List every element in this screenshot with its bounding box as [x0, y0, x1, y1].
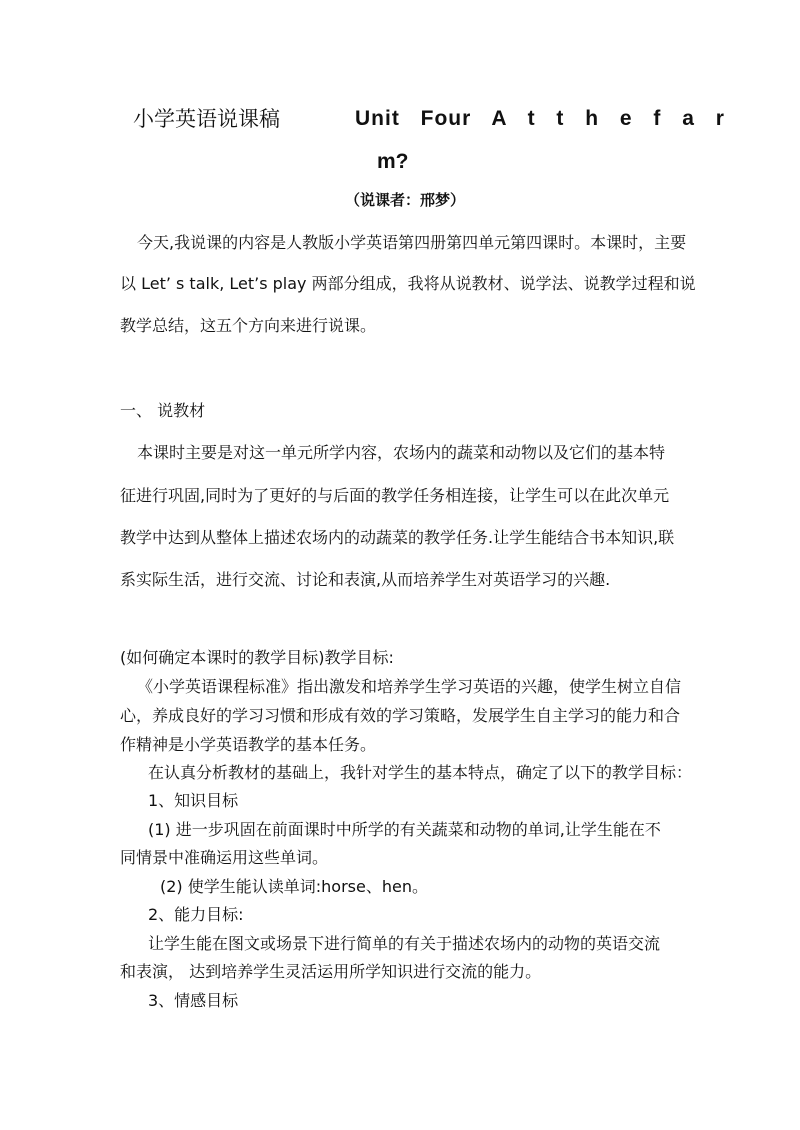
ability-line: 和表演， 达到培养学生灵活运用所学知识进行交流的能力。	[120, 962, 542, 981]
byline: （说课者：邢梦）	[345, 191, 466, 209]
emotion-heading: 3、情感目标	[148, 991, 239, 1010]
intro-line: 以 Let’ s talk, Let’s play 两部分组成，我将从说教材、说学法、说教学过程和说	[120, 274, 696, 293]
section-paragraph-line: 系实际生活，进行交流、讨论和表演,从而培养学生对英语学习的兴趣.	[120, 570, 611, 589]
section-paragraph-line: 征进行巩固,同时为了更好的与后面的教学任务相连接，让学生可以在此次单元	[120, 486, 670, 505]
intro-line: 今天,我说课的内容是人教版小学英语第四册第四单元第四课时。本课时，主要	[137, 233, 687, 252]
goals-analysis: 在认真分析教材的基础上，我针对学生的基本特点，确定了以下的教学目标：	[148, 763, 693, 782]
section-heading: 一、 说教材	[120, 401, 206, 420]
title-english: Unit Four A t t h e f a r	[355, 107, 725, 130]
intro-line: 教学总结，这五个方向来进行说课。	[120, 316, 377, 335]
knowledge-item-line: 同情景中准确运用这些单词。	[120, 848, 329, 867]
ability-heading: 2、能力目标:	[148, 905, 244, 924]
knowledge-heading: 1、知识目标	[148, 791, 239, 810]
title-chinese: 小学英语说课稿	[133, 107, 280, 131]
section-paragraph-line: 本课时主要是对这一单元所学内容，农场内的蔬菜和动物以及它们的基本特	[137, 443, 666, 462]
knowledge-item-2: (2) 使学生能认读单词:horse、hen。	[160, 877, 428, 896]
goals-heading: (如何确定本课时的教学目标)教学目标:	[120, 648, 394, 667]
title-english-continuation: m?	[377, 150, 409, 173]
goals-standard-line: 《小学英语课程标准》指出激发和培养学生学习英语的兴趣，使学生树立自信	[137, 677, 682, 696]
goals-standard-line: 心，养成良好的学习习惯和形成有效的学习策略，发展学生自主学习的能力和合	[120, 706, 681, 725]
section-paragraph-line: 教学中达到从整体上描述农场内的动蔬菜的教学任务.让学生能结合书本知识,联	[120, 528, 675, 547]
goals-standard-line: 作精神是小学英语教学的基本任务。	[120, 735, 377, 754]
knowledge-item-line: (1) 进一步巩固在前面课时中所学的有关蔬菜和动物的单词,让学生能在不	[148, 820, 661, 839]
ability-line: 让学生能在图文或场景下进行简单的有关于描述农场内的动物的英语交流	[148, 934, 661, 953]
